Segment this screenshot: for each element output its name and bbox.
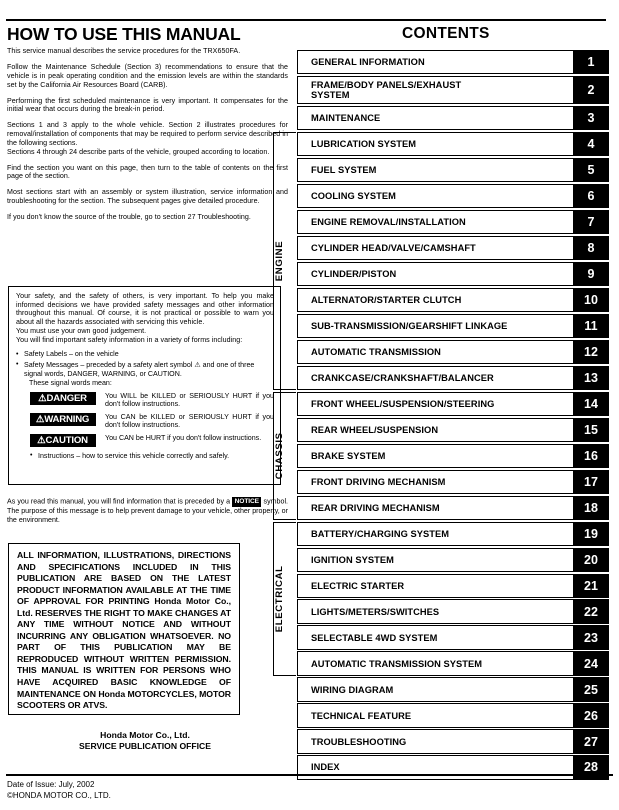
contents-row-number: 21 [573, 574, 609, 598]
group-label-chassis: CHASSIS [274, 432, 285, 480]
contents-row-10[interactable] [297, 288, 609, 312]
contents-row-number: 17 [573, 470, 609, 494]
contents-row-16[interactable] [297, 444, 609, 468]
contents-row-label: COOLING SYSTEM [297, 184, 573, 208]
contents-row-number: 4 [573, 132, 609, 156]
contents-row-7[interactable] [297, 210, 609, 234]
page-title-right: CONTENTS [402, 25, 490, 42]
table-row [30, 392, 274, 409]
contents-row-12[interactable] [297, 340, 609, 364]
contents-row-label: MAINTENANCE [297, 106, 573, 130]
safety-information-box [8, 286, 281, 485]
contents-row-number: 3 [573, 106, 609, 130]
contents-row-20[interactable] [297, 548, 609, 572]
contents-row-label: TECHNICAL FEATURE [297, 703, 573, 727]
header-rule [6, 19, 606, 21]
contents-row-label: INDEX [297, 755, 573, 779]
contents-row-17[interactable] [297, 470, 609, 494]
contents-row-number: 18 [573, 496, 609, 520]
contents-row-label: TROUBLESHOOTING [297, 729, 573, 753]
list-item [16, 361, 274, 388]
caution-badge: ⚠CAUTION [30, 434, 96, 447]
intro-text-column [7, 47, 288, 229]
contents-row-label: ALTERNATOR/STARTER CLUTCH [297, 288, 573, 312]
group-label-electrical: ELECTRICAL [274, 565, 285, 633]
contents-list [297, 50, 609, 781]
contents-row-label: BRAKE SYSTEM [297, 444, 573, 468]
contents-row-27[interactable] [297, 729, 609, 753]
notice-paragraph [7, 497, 288, 525]
caution-description: You CAN be HURT if you don't follow instructions. [105, 433, 262, 442]
contents-row-number: 16 [573, 444, 609, 468]
contents-row-label: ENGINE REMOVAL/INSTALLATION [297, 210, 573, 234]
contents-row-8[interactable] [297, 236, 609, 260]
intro-paragraph: Find the section you want on this page, then turn to the table of contents on the first page of the section. [7, 163, 288, 181]
contents-row-label: REAR WHEEL/SUSPENSION [297, 418, 573, 442]
contents-row-13[interactable] [297, 366, 609, 390]
publisher-company: Honda Motor Co., Ltd. [100, 730, 190, 740]
publisher-block [0, 730, 290, 751]
contents-row-number: 20 [573, 548, 609, 572]
danger-badge: ⚠DANGER [30, 392, 96, 405]
contents-row-label: FRAME/BODY PANELS/EXHAUST SYSTEM [297, 76, 573, 104]
signal-word-table [30, 392, 274, 461]
contents-row-label: AUTOMATIC TRANSMISSION [297, 340, 573, 364]
intro-paragraph: Follow the Maintenance Schedule (Section 3) recommendations to ensure that the vehicle is in peak operating condition and the emission levels are within the standards set by the California Air Resources Board (CARB). [7, 63, 288, 89]
list-item: • Instructions – how to service this vehicle correctly and safely. [30, 452, 274, 461]
contents-row-number: 1 [573, 50, 609, 74]
list-item-line: Safety Messages – preceded by a safety alert symbol ⚠ and one of three signal words, DANGER, WARNING, or CAUTION. [24, 360, 255, 378]
contents-row-25[interactable] [297, 677, 609, 701]
danger-description: You WILL be KILLED or SERIOUSLY HURT if you don't follow instructions. [105, 391, 274, 409]
warning-description: You CAN be KILLED or SERIOUSLY HURT if you don't follow instructions. [105, 412, 274, 430]
contents-row-4[interactable] [297, 132, 609, 156]
contents-row-21[interactable] [297, 574, 609, 598]
contents-row-label: REAR DRIVING MECHANISM [297, 496, 573, 520]
footer-block [7, 779, 111, 801]
contents-row-2[interactable] [297, 76, 609, 104]
table-row [30, 434, 274, 447]
contents-row-label: LIGHTS/METERS/SWITCHES [297, 599, 573, 623]
contents-row-number: 23 [573, 625, 609, 649]
contents-row-11[interactable] [297, 314, 609, 338]
notice-badge: NOTICE [232, 497, 261, 507]
contents-row-number: 7 [573, 210, 609, 234]
contents-row-number: 26 [573, 703, 609, 727]
contents-row-label: IGNITION SYSTEM [297, 548, 573, 572]
contents-row-number: 9 [573, 262, 609, 286]
table-row [30, 413, 274, 430]
contents-row-number: 11 [573, 314, 609, 338]
publisher-office: SERVICE PUBLICATION OFFICE [79, 740, 211, 751]
contents-row-label: LUBRICATION SYSTEM [297, 132, 573, 156]
contents-row-number: 13 [573, 366, 609, 390]
contents-row-number: 10 [573, 288, 609, 312]
date-of-issue: Date of Issue: July, 2002 [7, 780, 95, 789]
page-title-left: HOW TO USE THIS MANUAL [7, 24, 241, 44]
contents-row-23[interactable] [297, 625, 609, 649]
contents-row-label: CYLINDER/PISTON [297, 262, 573, 286]
safety-paragraph: Your safety, and the safety of others, is very important. To help you make informed decisions we have provided safety messages and other information throughout this manual. Of course, it is not practical or possible to warn you about all the hazards associated with servicing this vehicle. [16, 292, 274, 327]
contents-row-label: FRONT WHEEL/SUSPENSION/STEERING [297, 392, 573, 416]
contents-row-14[interactable] [297, 392, 609, 416]
list-item-line: These signal words mean: [29, 378, 112, 387]
safety-forms-list [16, 350, 274, 388]
intro-paragraph: Sections 4 through 24 describe parts of the vehicle, grouped according to location. [7, 147, 270, 156]
contents-row-5[interactable] [297, 158, 609, 182]
legal-disclaimer-text: ALL INFORMATION, ILLUSTRATIONS, DIRECTIONS AND SPECIFICATIONS INCLUDED IN THIS PUBLICATION ARE BASED ON THE LATEST PRODUCT INFORMATION AVAILABLE AT THE TIME OF APPROVAL FOR PRINTING Honda Motor Co., Ltd. RESERVES THE RIGHT TO MAKE CHANGES AT ANY TIME WITHOUT NOTICE AND WITHOUT INCURRING ANY OBLIGATION WHATSOEVER. NO PART OF THIS PUBLICATION MAY BE REPRODUCED WITHOUT WRITTEN PERMISSION. THIS MANUAL IS WRITTEN FOR PERSONS WHO HAVE ACQUIRED BASIC KNOWLEDGE OF MAINTENANCE ON Honda MOTORCYCLES, MOTOR SCOOTERS OR ATVS. [17, 550, 231, 711]
intro-paragraph: This service manual describes the service procedures for the TRX650FA. [7, 47, 241, 55]
contents-row-number: 22 [573, 599, 609, 623]
contents-row-28[interactable] [297, 755, 609, 779]
safety-paragraph: You must use your own good judgement. [16, 326, 147, 335]
contents-row-3[interactable] [297, 106, 609, 130]
contents-row-number: 24 [573, 651, 609, 675]
contents-row-number: 14 [573, 392, 609, 416]
legal-disclaimer-box [8, 543, 240, 715]
contents-row-label: CRANKCASE/CRANKSHAFT/BALANCER [297, 366, 573, 390]
contents-row-label: GENERAL INFORMATION [297, 50, 573, 74]
warning-badge: ⚠WARNING [30, 413, 96, 426]
contents-row-number: 27 [573, 729, 609, 753]
intro-paragraph: If you don't know the source of the trouble, go to section 27 Troubleshooting. [7, 213, 251, 222]
contents-row-number: 5 [573, 158, 609, 182]
contents-row-19[interactable] [297, 522, 609, 546]
contents-row-label: AUTOMATIC TRANSMISSION SYSTEM [297, 651, 573, 675]
contents-row-number: 28 [573, 755, 609, 779]
contents-row-26[interactable] [297, 703, 609, 727]
contents-row-number: 19 [573, 522, 609, 546]
contents-row-label: ELECTRIC STARTER [297, 574, 573, 598]
intro-paragraph: Sections 1 and 3 apply to the whole vehicle. Section 2 illustrates procedures for removal/installation of components that may be required to perform service described in the following sections. [7, 121, 288, 147]
intro-paragraph: Performing the first scheduled maintenance is very important. It compensates for the initial wear that occurs during the break-in period. [7, 96, 288, 114]
contents-row-label: BATTERY/CHARGING SYSTEM [297, 522, 573, 546]
contents-row-label: SELECTABLE 4WD SYSTEM [297, 625, 573, 649]
contents-row-number: 15 [573, 418, 609, 442]
contents-row-number: 8 [573, 236, 609, 260]
contents-row-label: SUB-TRANSMISSION/GEARSHIFT LINKAGE [297, 314, 573, 338]
contents-row-number: 12 [573, 340, 609, 364]
group-label-engine: ENGINE [274, 240, 285, 282]
contents-row-6[interactable] [297, 184, 609, 208]
contents-row-18[interactable] [297, 496, 609, 520]
contents-row-number: 25 [573, 677, 609, 701]
contents-row-number: 2 [573, 76, 609, 104]
contents-row-label: FRONT DRIVING MECHANISM [297, 470, 573, 494]
contents-row-number: 6 [573, 184, 609, 208]
contents-row-15[interactable] [297, 418, 609, 442]
contents-row-24[interactable] [297, 651, 609, 675]
contents-row-label: CYLINDER HEAD/VALVE/CAMSHAFT [297, 236, 573, 260]
copyright-notice: ©HONDA MOTOR CO., LTD. [7, 791, 111, 800]
contents-row-label: WIRING DIAGRAM [297, 677, 573, 701]
contents-row-9[interactable] [297, 262, 609, 286]
list-item: • Safety Labels – on the vehicle [16, 350, 274, 359]
notice-text-after: symbol. The purpose of this message is to help prevent damage to your vehicle, other property, or the environment. [7, 497, 288, 524]
contents-row-1[interactable] [297, 50, 609, 74]
contents-row-label: FUEL SYSTEM [297, 158, 573, 182]
safety-paragraph: You will find important safety information in a variety of forms including: [16, 335, 243, 344]
contents-row-22[interactable] [297, 599, 609, 623]
notice-text-before: As you read this manual, you will find information that is preceded by a [7, 497, 231, 506]
intro-paragraph: Most sections start with an assembly or system illustration, service information and troubleshooting for the section. The subsequent pages give detailed procedure. [7, 188, 288, 206]
